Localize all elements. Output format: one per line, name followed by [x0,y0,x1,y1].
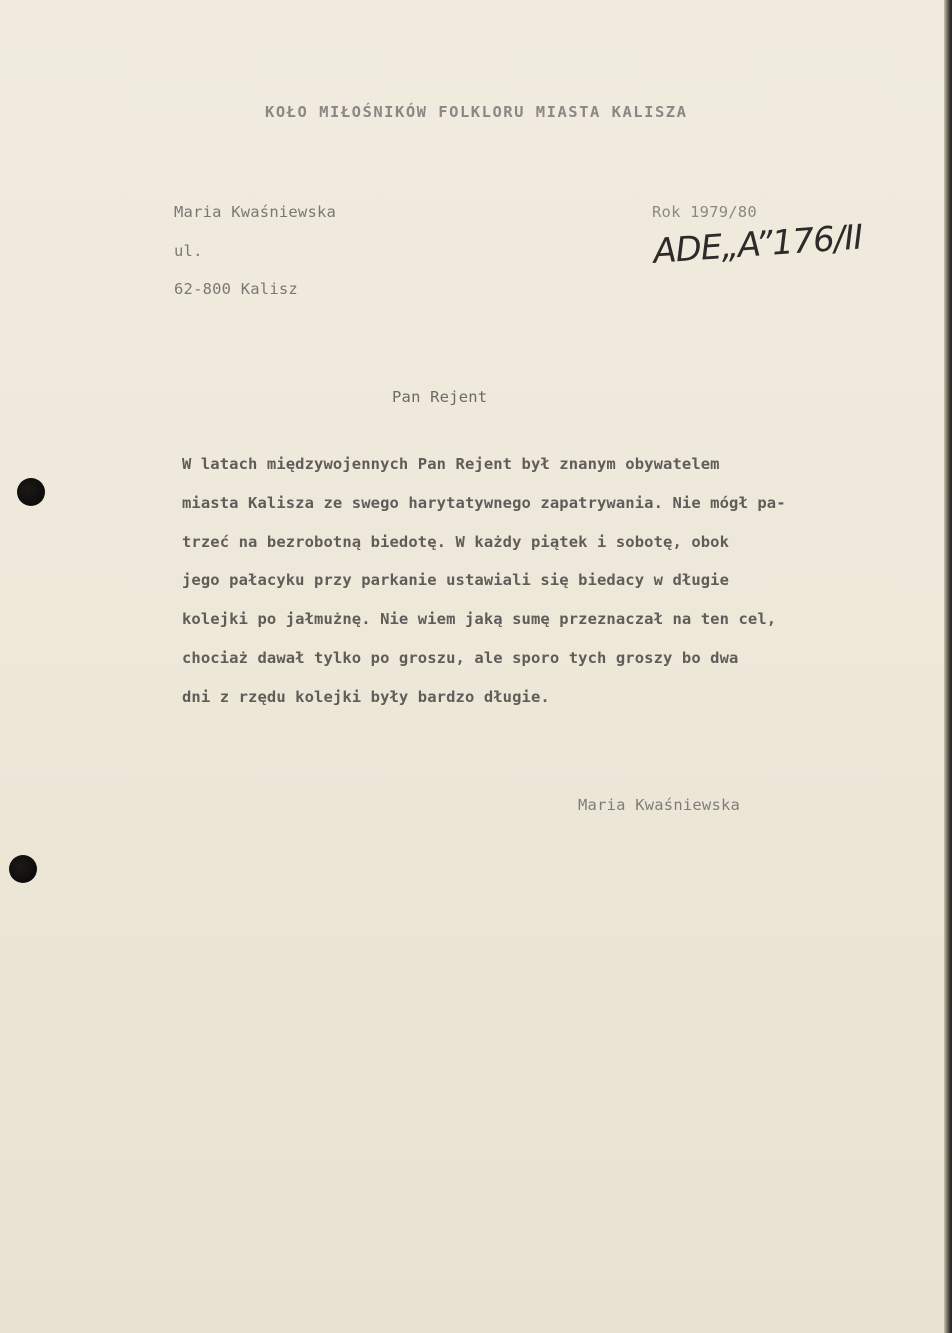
body-line: kolejki po jałmużnę. Nie wiem jaką sumę przeznaczał na ten cel, [182,610,777,628]
signature: Maria Kwaśniewska [578,796,741,814]
document-year: Rok 1979/80 [652,203,757,221]
body-line: trzeć na bezrobotną biedotę. W każdy piątek i sobotę, obok [182,533,730,551]
punch-hole [9,855,37,883]
document-title: Pan Rejent [392,388,488,406]
punch-hole [17,478,45,506]
body-line: miasta Kalisza ze swego harytatywnego zapatrywania. Nie mógł pa- [182,494,786,512]
body-line: chociaż dawał tylko po groszu, ale sporo tych groszy bo dwa [182,649,739,667]
page-edge [944,0,952,1333]
organization-header: KOŁO MIŁOŚNIKÓW FOLKLORU MIASTA KALISZA [265,103,688,121]
sender-street: ul. [174,242,203,260]
body-line: dni z rzędu kolejki były bardzo długie. [182,688,550,706]
body-line: W latach międzywojennych Pan Rejent był znanym obywatelem [182,455,720,473]
body-line: jego pałacyku przy parkanie ustawiali się biedacy w długie [182,571,730,589]
sender-city: 62-800 Kalisz [174,280,298,298]
sender-name: Maria Kwaśniewska [174,203,337,221]
archive-mark: ADE„A”176/II [652,217,864,272]
